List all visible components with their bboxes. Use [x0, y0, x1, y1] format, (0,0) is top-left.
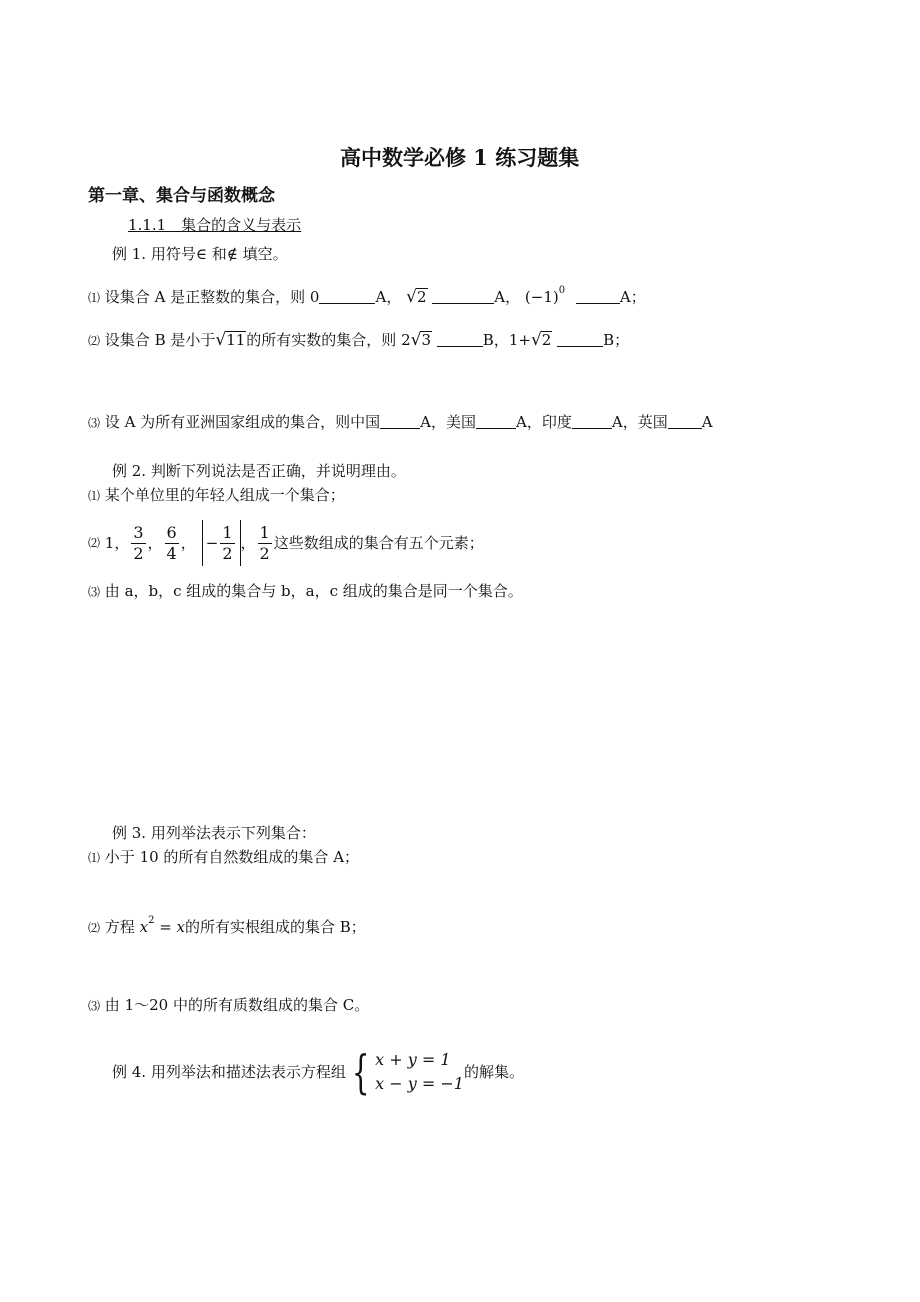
question-number: ⑴ — [88, 851, 101, 865]
page-title: 高中数学必修 1 练习题集 — [340, 145, 580, 170]
denominator: 2 — [222, 543, 233, 563]
question-text: 方程 — [104, 918, 135, 936]
section-heading: 1.1.1 集合的含义与表示 — [128, 216, 302, 234]
radicand: 2 — [416, 288, 427, 306]
numerator: 1 — [259, 522, 270, 542]
numerator: 3 — [133, 522, 144, 542]
equals-sign: = — [154, 918, 177, 936]
answer-blank[interactable] — [557, 332, 603, 347]
radicand: 11 — [226, 331, 246, 349]
variable: x — [176, 918, 186, 936]
question-text: 由 a，b，c 组成的集合与 b，a，c 组成的集合是同一个集合。 — [104, 582, 523, 600]
example-1-question-1 — [88, 280, 646, 309]
set-label: A，英国 — [611, 413, 668, 431]
example-4 — [112, 1044, 524, 1100]
question-number: ⑶ — [88, 585, 101, 599]
fraction — [220, 523, 234, 564]
radicand: 2 — [541, 331, 552, 349]
variable: x — [139, 918, 149, 936]
question-number: ⑴ — [88, 489, 101, 503]
denominator: 4 — [166, 543, 177, 563]
question-number: ⑵ — [88, 334, 101, 348]
example-1-question-3 — [88, 411, 713, 434]
denominator: 2 — [259, 543, 270, 563]
example-1-heading: 例 1. 用符号∈ 和∉ 填空。 — [112, 245, 288, 263]
example-3-question-2 — [88, 910, 366, 939]
question-text: 设集合 A 是正整数的集合，则 0 — [104, 288, 320, 306]
numerator: 6 — [166, 522, 177, 542]
set-label: A，印度 — [516, 413, 572, 431]
example-3-heading: 例 3. 用列举法表示下列集合： — [112, 824, 316, 842]
left-brace-icon: { — [351, 1045, 370, 1099]
set-label: A，美国 — [420, 413, 477, 431]
set-label: A — [701, 413, 713, 431]
question-text: 的所有实数的集合，则 2 — [246, 331, 411, 349]
answer-blank[interactable] — [476, 414, 516, 429]
question-number: ⑵ — [88, 921, 101, 935]
answer-blank[interactable] — [437, 332, 483, 347]
radicand: 3 — [421, 331, 432, 349]
set-label: A， — [375, 288, 402, 306]
question-text: 这些数组成的集合有五个元素； — [273, 534, 484, 552]
answer-blank[interactable] — [668, 414, 702, 429]
answer-blank[interactable] — [319, 289, 375, 304]
equation-system — [375, 1048, 464, 1096]
set-label: A； — [619, 288, 646, 306]
answer-blank[interactable] — [576, 289, 620, 304]
question-text: 小于 10 的所有自然数组成的集合 A； — [104, 848, 360, 866]
answer-blank[interactable] — [380, 414, 420, 429]
sqrt-expression: √3 — [410, 330, 432, 350]
question-text: 设集合 B 是小于 — [104, 331, 216, 349]
set-label: B，1+ — [482, 331, 531, 349]
fraction — [258, 523, 272, 564]
example-1-question-2 — [88, 329, 629, 352]
sqrt-expression: √2 — [530, 330, 552, 350]
absolute-value — [202, 520, 241, 566]
question-text: 某个单位里的年轻人组成一个集合； — [104, 486, 345, 504]
question-number: ⑴ — [88, 291, 101, 305]
equation-1: x + y = 1 — [375, 1050, 451, 1069]
separator: ， — [240, 534, 256, 552]
question-number: ⑶ — [88, 999, 101, 1013]
example-3-question-1 — [88, 846, 359, 869]
answer-blank[interactable] — [572, 414, 612, 429]
question-text: 设 A 为所有亚洲国家组成的集合，则中国 — [104, 413, 381, 431]
fraction — [131, 523, 145, 564]
minus-sign: − — [205, 534, 219, 552]
question-text: 的所有实根组成的集合 B； — [185, 918, 366, 936]
sqrt-expression: √11 — [215, 330, 246, 350]
example-4-heading: 例 4. 用列举法和描述法表示方程组 — [112, 1063, 346, 1081]
denominator: 2 — [133, 543, 144, 563]
sqrt-expression: √2 — [406, 287, 427, 307]
set-label: B； — [603, 331, 630, 349]
numerator: 1 — [222, 522, 233, 542]
chapter-heading: 第一章、集合与函数概念 — [88, 186, 275, 206]
power-exponent: 0 — [558, 285, 566, 296]
question-text: 的解集。 — [463, 1063, 524, 1081]
example-3-question-3 — [88, 994, 369, 1017]
question-number: ⑶ — [88, 416, 101, 430]
equation-2: x − y = −1 — [375, 1074, 464, 1093]
power-base: (−1) — [524, 288, 559, 306]
fraction — [165, 523, 179, 564]
set-label: A， — [494, 288, 521, 306]
answer-blank[interactable] — [432, 289, 494, 304]
power-expression — [524, 285, 566, 306]
example-2-heading: 例 2. 判断下列说法是否正确，并说明理由。 — [112, 462, 406, 480]
example-2-question-1 — [88, 484, 345, 507]
exponent: 2 — [148, 915, 155, 926]
separator: ， — [180, 534, 196, 552]
example-2-question-2 — [88, 518, 484, 568]
question-text: 由 1～20 中的所有质数组成的集合 C。 — [104, 996, 370, 1014]
question-number: ⑵ — [88, 536, 101, 550]
number-value: 1， — [104, 534, 130, 552]
separator: ， — [147, 534, 163, 552]
example-2-question-3 — [88, 580, 523, 603]
